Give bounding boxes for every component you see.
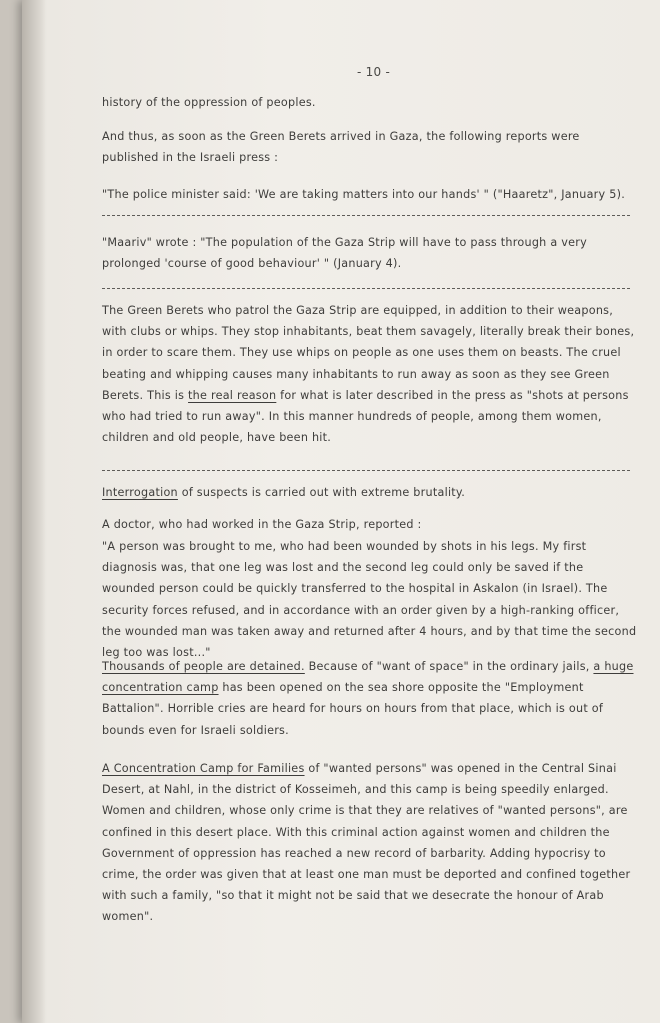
paragraph-detained-text-2: has been opened on the sea shore opposite the "Employment Battalion". Horrible cries are heard for hours on hours from that place, which is out of bounds even for Israeli soldiers. [102,681,604,737]
document-page [22,0,660,1023]
page-edge-shadow [22,0,46,1023]
underlined-concentration-camp: a huge concentration camp [102,660,634,695]
paragraph-families-camp-text: of "wanted persons" was opened in the Central Sinai Desert, at Nahl, in the district of Kosseimeh, and this camp is being speedily enlarged. Women and children, whose only crime is that they are relatives of "wanted persons", are confined in this desert place. With this criminal action against women and children the Government of oppression has reached a new record of barbarity. Adding hypocrisy to crime, the order was given that at least one man must be deported and confined together with such a family, "so that it might not be said that we desecrate the honour of Arab women". [102,762,631,924]
quote-doctor: "A person was brought to me, who had been wounded by shots in his legs. My first diagnosis was, that one leg was lost and the second leg could only be saved if the wounded person could be quickly transferred to the hospital in Askalon (in Israel). The security forces refused, and in accordance with an order given by a high-ranking officer, the wounded man was taken away and returned after 4 hours, and by that time the second leg too was lost..." [102,540,637,660]
paragraph-detained [102,656,638,741]
quote-maariv: "Maariv" wrote : "The population of the Gaza Strip will have to pass through a very prolonged 'course of good behaviour' " (January 4). [102,236,587,271]
paragraph-continuation: history of the oppression of peoples. [102,96,316,109]
paragraph-intro: And thus, as soon as the Green Berets arrived in Gaza, the following reports were published in the Israeli press : [102,130,580,165]
paragraph-green-berets [102,300,638,448]
dashed-divider [102,470,630,471]
paragraph-green-berets-text-2: for what is later described in the press as "shots at persons who had tried to run away". In this manner hundreds of people, among them women, children and old people, have been hit. [102,388,629,445]
dashed-divider [102,215,630,216]
paragraph-green-berets-text: The Green Berets who patrol the Gaza Strip are equipped, in addition to their weapons, with clubs or whips. They stop inhabitants, beat them savagely, literally break their bones, in order to scare them. They use whips on people as one uses them on beasts. The cruel beating and whipping causes many inhabitants to run away as soon as they see Green Berets. This is [102,304,635,402]
page-number: - 10 - [357,65,391,79]
paragraph-interrogation-text: of suspects is carried out with extreme brutality. [181,486,466,499]
quote-haaretz: "The police minister said: 'We are taking matters into our hands' " ("Haaretz", January 5). [102,188,626,201]
underlined-real-reason: the real reason [188,388,277,402]
underlined-thousands-detained: Thousands of people are detained. [102,660,305,673]
paragraph-interrogation [102,482,638,503]
underlined-interrogation: Interrogation [102,486,178,499]
dashed-divider [102,288,630,289]
paragraph-doctor-intro: A doctor, who had worked in the Gaza Strip, reported : [102,518,422,531]
underlined-camp-for-families: A Concentration Camp for Families [102,762,305,775]
paragraph-families-camp [102,758,638,928]
paragraph-detained-text: Because of "want of space" in the ordinary jails, [308,660,590,673]
